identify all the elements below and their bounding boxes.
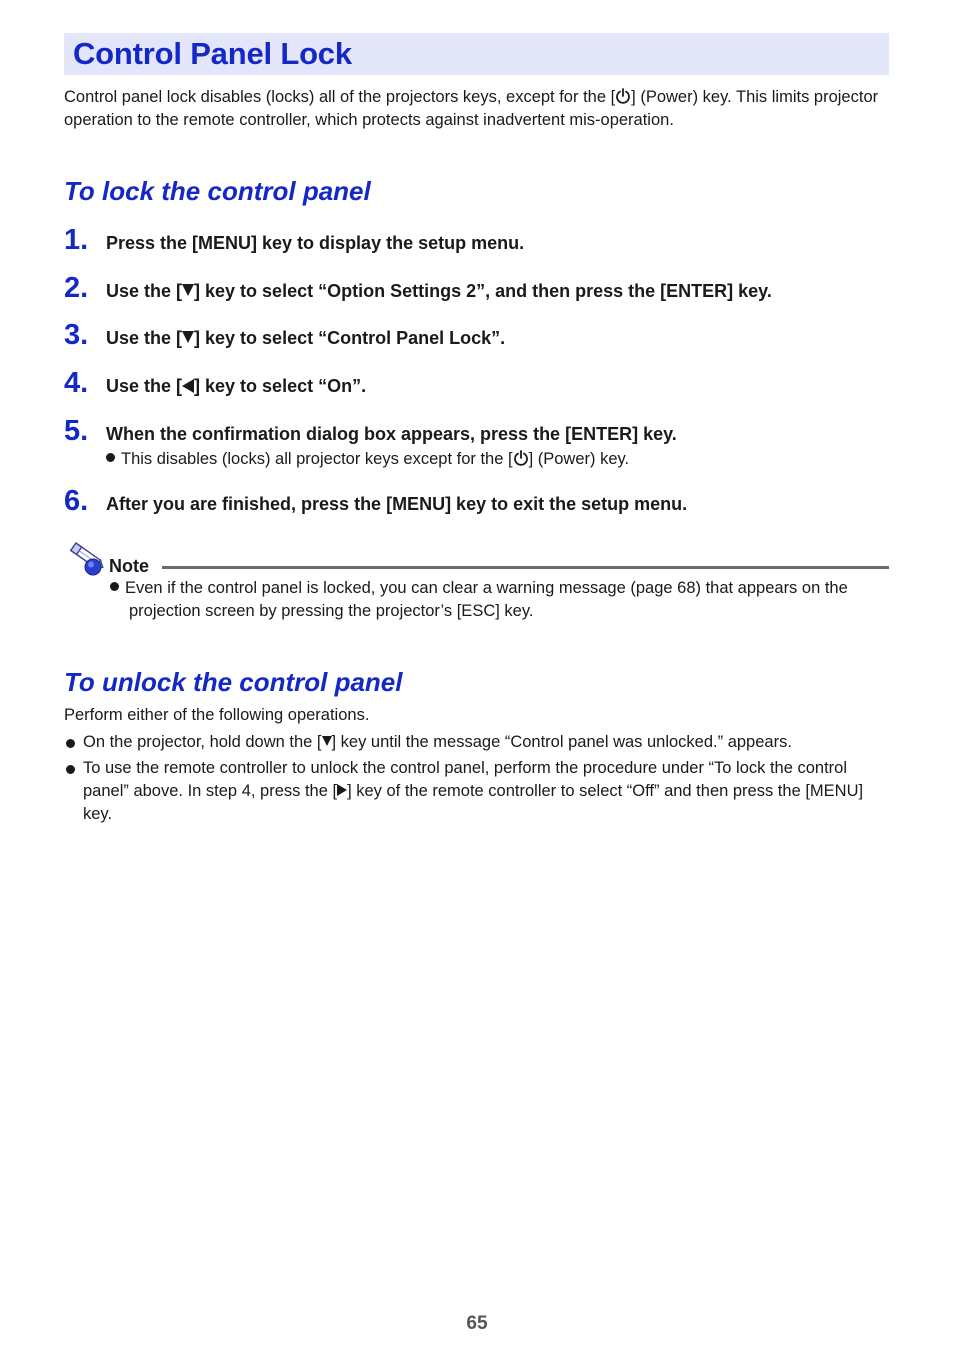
step-number: 6. (64, 485, 89, 517)
step-text-part: When the confirmation dialog box appears, press the [ENTER] key. (106, 424, 677, 444)
step-text-part: Use the [ (106, 328, 183, 348)
note-divider (162, 566, 889, 569)
page-number: 65 (466, 1313, 488, 1334)
step-text (106, 327, 505, 349)
step-text-part: ] key to select “Control Panel Lock”. (194, 328, 506, 348)
intro-text-1: Control panel lock disables (locks) all of the projectors keys, except for the [ (64, 88, 616, 106)
bullet-text-part: ] key until the message “Control panel was unlocked.” appears. (331, 733, 792, 751)
step-number: 3. (64, 319, 89, 351)
step-text-part: After you are finished, press the [MENU] key to exit the setup menu. (106, 494, 688, 514)
step-text (106, 280, 772, 302)
title-bar (64, 33, 889, 75)
step-sub-text: ] (Power) key. (528, 450, 630, 468)
step-text (106, 493, 687, 515)
step-number: 1. (64, 224, 89, 256)
step-text-part: Use the [ (106, 376, 183, 396)
bullet-dot (106, 453, 115, 462)
power-icon (615, 88, 631, 104)
step-sub-bullet (106, 449, 629, 469)
bullet-text (83, 731, 894, 754)
step-number: 2. (64, 272, 89, 304)
bullet-text-part: ] key of the remote controller to select “Off” and then press the [MENU] key. (83, 782, 864, 823)
step-sub-text: This disables (locks) all projector keys except for the [ (121, 450, 513, 468)
bullet-dot (66, 739, 75, 748)
step-text (106, 375, 366, 397)
bullet-dot (110, 582, 119, 591)
note-header (64, 538, 890, 578)
unlock-bullet-2 (64, 757, 894, 826)
lock-section-heading: To lock the control panel (64, 176, 371, 206)
unlock-intro: Perform either of the following operations. (64, 706, 370, 724)
step-text-part: Press the [MENU] key to display the setup menu. (106, 233, 525, 253)
note-body (110, 577, 909, 623)
unlock-section-heading: To unlock the control panel (64, 667, 403, 697)
step-number: 5. (64, 415, 89, 447)
step-text (106, 423, 677, 445)
step-text-part: ] key to select “Option Settings 2”, and then press the [ENTER] key. (194, 281, 772, 301)
bullet-text-part: On the projector, hold down the [ (83, 733, 322, 751)
note-text: Even if the control panel is locked, you can clear a warning message (page 68) that appears on the projection screen by pressing the projector’s [ESC] key. (125, 579, 848, 620)
down-arrow-icon (182, 284, 194, 296)
right-arrow-icon (337, 784, 347, 796)
page-title: Control Panel Lock (73, 36, 352, 71)
note-pencil-icon (64, 538, 106, 578)
power-icon (513, 450, 529, 466)
left-arrow-icon (182, 379, 194, 393)
note-label: Note (109, 556, 149, 576)
unlock-bullet-1 (64, 731, 894, 754)
intro-paragraph (64, 86, 894, 132)
step-text (106, 232, 524, 254)
intro-text-2: ] (Power) key. This limits projector operation to the remote controller, which protects against inadvertent mis-operation. (64, 88, 879, 129)
step-text-part: ] key to select “On”. (194, 376, 367, 396)
bullet-text-part: To use the remote controller to unlock the control panel, perform the procedure under “To lock the control panel” above. In step 4, press the [ (83, 759, 847, 800)
step-text-part: Use the [ (106, 281, 183, 301)
down-arrow-icon (182, 331, 194, 343)
bullet-text (83, 757, 894, 826)
step-number: 4. (64, 367, 89, 399)
down-arrow-icon (322, 736, 332, 746)
bullet-dot (66, 765, 75, 774)
